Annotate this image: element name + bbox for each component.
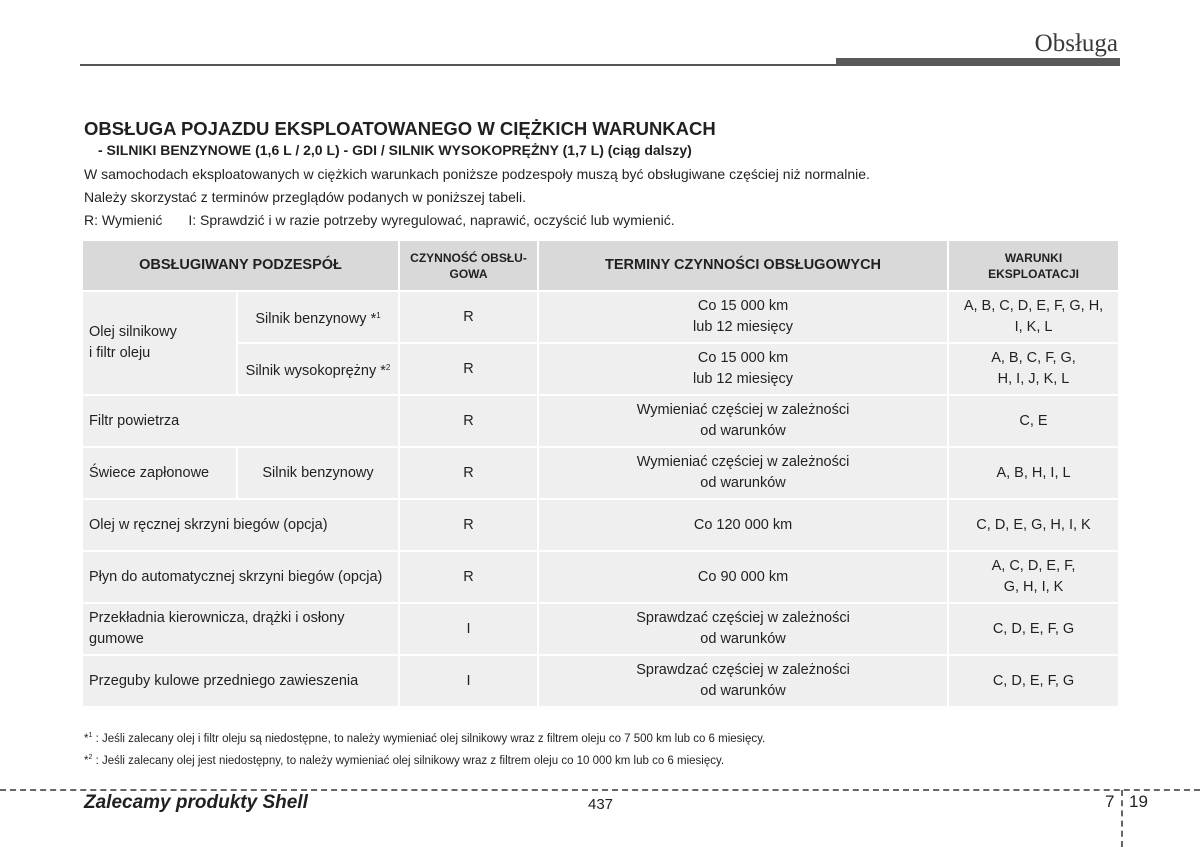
table-row bbox=[83, 552, 1118, 602]
cell-action: R bbox=[400, 552, 537, 602]
cell-conditions: C, D, E, F, G bbox=[949, 656, 1118, 706]
cell-action: I bbox=[400, 604, 537, 654]
footer-vertical-divider bbox=[1121, 790, 1123, 847]
header-rule-accent bbox=[836, 58, 1120, 66]
cell-component: Filtr powietrza bbox=[83, 396, 398, 446]
cell-subcomponent: Silnik wysokoprężny *$^2$ bbox=[238, 344, 398, 394]
table-row bbox=[83, 396, 1118, 446]
legend-inspect: I: Sprawdzić i w razie potrzeby wyregulować, naprawić, oczyścić lub wymienić. bbox=[188, 212, 675, 228]
table-row bbox=[83, 604, 1118, 654]
cell-interval: Co 120 000 km bbox=[539, 500, 947, 550]
page-subtitle: - SILNIKI BENZYNOWE (1,6 L / 2,0 L) - GDI / SILNIK WYSOKOPRĘŻNY (1,7 L) (ciąg dalszy) bbox=[98, 142, 692, 158]
cell-interval: Co 15 000 km lub 12 miesięcy bbox=[539, 292, 947, 342]
header-action: CZYNNOŚĆ OBSŁU- GOWA bbox=[400, 241, 537, 290]
table-row bbox=[83, 292, 1118, 342]
header-rule bbox=[80, 64, 836, 66]
cell-action: R bbox=[400, 292, 537, 342]
cell-component: Świece zapłonowe bbox=[83, 448, 236, 498]
cell-component: Przeguby kulowe przedniego zawieszenia bbox=[83, 656, 398, 706]
cell-interval: Co 15 000 km lub 12 miesięcy bbox=[539, 344, 947, 394]
table-row bbox=[83, 344, 1118, 394]
cell-component: Płyn do automatycznej skrzyni biegów (opcja) bbox=[83, 552, 398, 602]
cell-subcomponent: Silnik benzynowy *$^1$ bbox=[238, 292, 398, 342]
header-component: OBSŁUGIWANY PODZESPÓŁ bbox=[83, 241, 398, 290]
cell-conditions: A, B, C, D, E, F, G, H, I, K, L bbox=[949, 292, 1118, 342]
cell-subcomponent: Silnik benzynowy bbox=[238, 448, 398, 498]
cell-conditions: C, D, E, F, G bbox=[949, 604, 1118, 654]
cell-conditions: A, B, H, I, L bbox=[949, 448, 1118, 498]
cell-interval: Sprawdzać częściej w zależności od warunków bbox=[539, 656, 947, 706]
cell-action: R bbox=[400, 448, 537, 498]
section-header-title: Obsługa bbox=[1034, 30, 1118, 57]
cell-interval: Wymieniać częściej w zależności od warunków bbox=[539, 396, 947, 446]
cell-component: Olej w ręcznej skrzyni biegów (opcja) bbox=[83, 500, 398, 550]
cell-conditions: C, E bbox=[949, 396, 1118, 446]
cell-action: R bbox=[400, 396, 537, 446]
table-row bbox=[83, 500, 1118, 550]
header-conditions: WARUNKI EKSPLOATACJI bbox=[949, 241, 1118, 290]
table-row bbox=[83, 448, 1118, 498]
maintenance-table bbox=[81, 239, 1120, 708]
cell-action: R bbox=[400, 344, 537, 394]
intro-line-1: W samochodach eksploatowanych w ciężkich warunkach poniższe podzespoły muszą być obsługiwane częściej niż normalnie. bbox=[84, 166, 870, 182]
chapter-page-number: 19 bbox=[1129, 792, 1148, 811]
cell-interval: Co 90 000 km bbox=[539, 552, 947, 602]
chapter-number: 7 bbox=[1105, 792, 1115, 811]
legend-line bbox=[84, 212, 675, 228]
cell-interval: Sprawdzać częściej w zależności od warunków bbox=[539, 604, 947, 654]
page-title: OBSŁUGA POJAZDU EKSPLOATOWANEGO W CIĘŻKICH WARUNKACH bbox=[84, 118, 716, 139]
cell-conditions: C, D, E, G, H, I, K bbox=[949, 500, 1118, 550]
table-row bbox=[83, 656, 1118, 706]
footnote-1: *$^1$ : Jeśli zalecany olej i filtr oleju są niedostępne, to należy wymieniać olej silnikowy wraz z filtrem oleju co 7 500 km lub co 6 miesięcy. bbox=[84, 732, 766, 745]
footnote-2: *$^2$ : Jeśli zalecany olej jest niedostępny, to należy wymieniać olej silnikowy wraz z filtrem oleju co 10 000 km lub co 6 miesięcy. bbox=[84, 754, 725, 767]
cell-conditions: A, C, D, E, F, G, H, I, K bbox=[949, 552, 1118, 602]
cell-component: Przekładnia kierownicza, drążki i osłony gumowe bbox=[83, 604, 398, 654]
footer-brand: Zalecamy produkty Shell bbox=[84, 792, 308, 813]
legend-replace: R: Wymienić bbox=[84, 212, 163, 228]
cell-conditions: A, B, C, F, G, H, I, J, K, L bbox=[949, 344, 1118, 394]
page-number: 437 bbox=[588, 796, 614, 813]
cell-action: R bbox=[400, 500, 537, 550]
header-interval: TERMINY CZYNNOŚCI OBSŁUGOWYCH bbox=[539, 241, 947, 290]
cell-interval: Wymieniać częściej w zależności od warunków bbox=[539, 448, 947, 498]
intro-line-2: Należy skorzystać z terminów przeglądów podanych w poniższej tabeli. bbox=[84, 189, 526, 205]
table-header-row bbox=[83, 241, 1118, 290]
footer-divider bbox=[0, 789, 1200, 791]
cell-component: Olej silnikowy i filtr oleju bbox=[83, 292, 236, 394]
cell-action: I bbox=[400, 656, 537, 706]
